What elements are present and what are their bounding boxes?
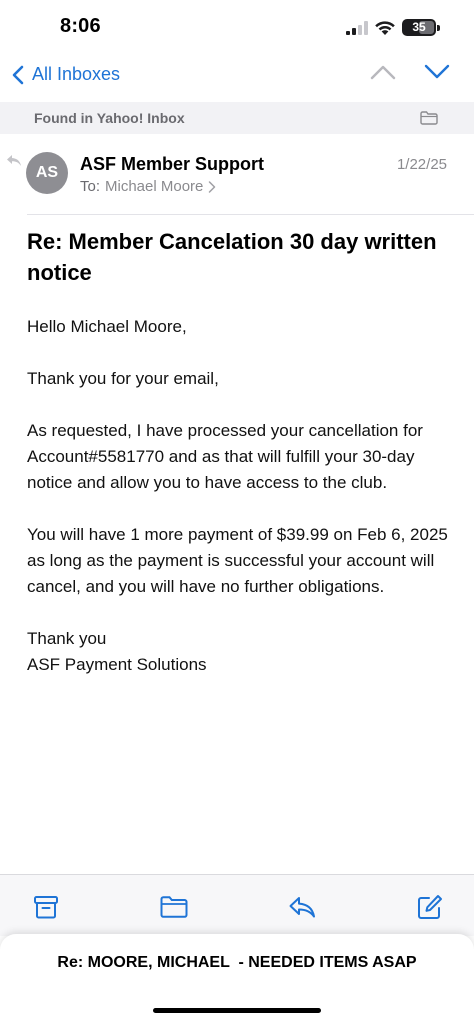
back-label: All Inboxes	[32, 64, 121, 84]
next-message-subject: Re: MOORE, MICHAEL - NEEDED ITEMS ASAP	[57, 954, 417, 971]
wifi-icon	[374, 20, 396, 36]
move-folder-icon	[160, 896, 188, 918]
message-header	[0, 140, 474, 214]
body-greeting: Hello Michael Moore,	[27, 317, 187, 336]
folder-icon	[420, 111, 438, 125]
back-chevron-icon	[12, 65, 24, 85]
message-date: 1/22/25	[396, 156, 447, 173]
compose-button[interactable]	[416, 893, 444, 921]
chevron-right-icon	[208, 181, 216, 193]
battery-icon	[402, 19, 436, 36]
status-icons	[346, 19, 440, 36]
avatar[interactable]: AS	[26, 152, 68, 194]
message-subject: Re: Member Cancelation 30 day written notice	[27, 229, 437, 285]
signature-line: Thank you	[27, 629, 107, 648]
body-paragraph: As requested, I have processed your cancellation for Account#5581770 and as that will fulfill your 30-day notice and allow you to have access to the club.	[27, 421, 423, 492]
archive-icon	[33, 895, 59, 919]
back-button[interactable]	[12, 64, 120, 85]
archive-button[interactable]	[32, 893, 60, 921]
next-message-icon[interactable]	[424, 64, 450, 80]
to-label: To:	[80, 178, 101, 195]
status-time: 8:06	[60, 15, 101, 37]
body-paragraph: Thank you for your email,	[27, 369, 219, 388]
previous-message-icon[interactable]	[370, 64, 396, 80]
next-message-card[interactable]	[0, 934, 474, 1024]
recipient-line[interactable]	[80, 178, 216, 195]
signature-line: ASF Payment Solutions	[27, 655, 207, 674]
sender-name[interactable]: ASF Member Support	[80, 154, 265, 174]
home-indicator	[153, 1008, 321, 1013]
battery-level: 35	[412, 20, 426, 34]
cellular-signal-icon	[346, 21, 368, 35]
found-in-banner[interactable]	[0, 102, 474, 134]
message-navigation	[370, 64, 450, 80]
message-body	[27, 314, 452, 678]
reply-button[interactable]	[288, 893, 316, 921]
reply-indicator-icon	[6, 154, 22, 168]
reply-icon	[288, 895, 316, 919]
recipient-name: Michael Moore	[105, 178, 204, 195]
found-in-label: Found in Yahoo! Inbox	[34, 110, 185, 126]
status-bar	[0, 0, 474, 56]
nav-bar	[0, 56, 474, 100]
compose-icon	[417, 894, 443, 920]
move-button[interactable]	[160, 893, 188, 921]
header-divider	[27, 214, 474, 215]
body-signature	[27, 626, 452, 678]
body-paragraph: You will have 1 more payment of $39.99 on Feb 6, 2025 as long as the payment is successful your account will cancel, and you will have no further obligations.	[27, 525, 448, 596]
battery-indicator	[402, 19, 440, 36]
bottom-toolbar	[0, 874, 474, 936]
